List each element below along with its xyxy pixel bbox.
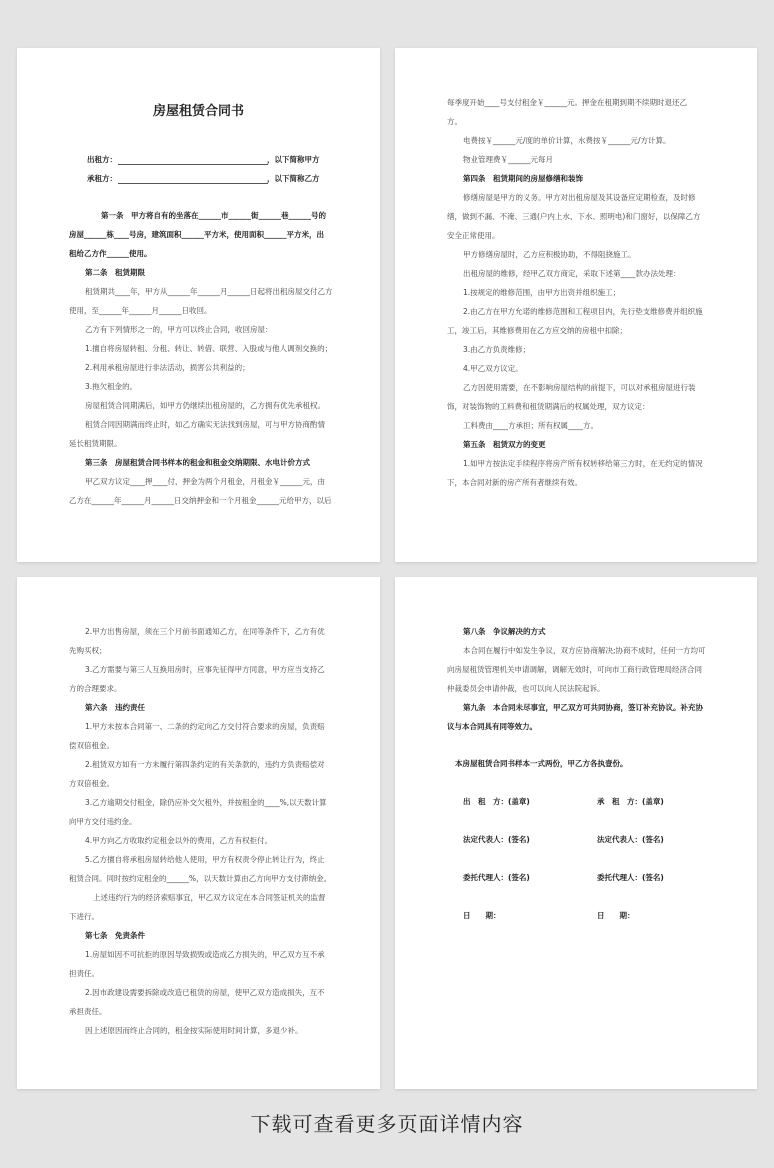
clause-line: 承担责任。 xyxy=(69,1007,107,1016)
clause-line: 3.乙方逾期交付租金，除仍应补交欠租外，并按租金的____%,以天数计算 xyxy=(85,798,327,807)
copies-note: 本房屋租赁合同书样本一式两份，甲乙方各执壹份。 xyxy=(455,759,628,768)
clause-line: 2.因市政建设需要拆除或改造已租赁的房屋，使甲乙双方造成损失，互不 xyxy=(85,988,325,997)
clause-line: 乙方因使用需要，在不影响房屋结构的前提下，可以对承租房屋进行装 xyxy=(463,383,696,392)
clause-line: 1.按规定的维修范围，由甲方出资并组织施工； xyxy=(463,288,621,297)
clause-line: 第一条 甲方将自有的坐落在______市______街______巷______号的 xyxy=(101,211,326,220)
clause-line: 4.甲方向乙方收取约定租金以外的费用，乙方有权拒付。 xyxy=(85,836,273,845)
clause-line: 下，本合同对新的房产所有者继续有效。 xyxy=(447,478,582,487)
signature-legal-rep-right: 法定代表人：(签名) xyxy=(597,835,664,844)
clause-line: 租赁合同。同时按约定租金的______%，以天数计算由乙方向甲方支付滞纳金。 xyxy=(69,874,332,883)
clause-line: 电费按￥______元/度的单价计算，水费按￥______元/方计算。 xyxy=(463,136,671,145)
clause-line: 5.乙方擅自将承租房屋转给他人使用，甲方有权责令停止转让行为，终止 xyxy=(85,855,325,864)
clause-line: 租赁期共____年，甲方从______年______月______日起将出租房屋交付乙方 xyxy=(85,287,333,296)
clause-line: 乙方在______年______月______日交纳押金和一个月租金______元给甲方，以后 xyxy=(69,496,332,505)
clause-line: 饰，对装饰物的工料费和租赁期满后的权属处理，双方议定： xyxy=(447,402,650,411)
clause-line: 修缮房屋是甲方的义务。甲方对出租房屋及其设备应定期检查，及时修 xyxy=(463,193,696,202)
clause-line: 下进行。 xyxy=(69,912,99,921)
clause-line: 2.利用承租房屋进行非法活动，损害公共利益的； xyxy=(85,363,250,372)
clause-line: 仲裁委员会申请仲裁，也可以向人民法院起诉。 xyxy=(447,684,605,693)
clause-line: 房屋______栋____号房，建筑面积______平方米，使用面积______平方米，出 xyxy=(69,230,324,239)
lessor-suffix: ，以下简称甲方 xyxy=(267,155,320,164)
clause-line: 使用，至______年______月______日收回。 xyxy=(69,306,212,315)
signature-lessee: 承 租 方：(盖章) xyxy=(597,797,664,806)
clause-line: 向甲方交付违约金。 xyxy=(69,817,137,826)
section-heading: 第四条 租赁期间的房屋修缮和装饰 xyxy=(463,174,583,183)
clause-line: 延长租赁期限。 xyxy=(69,439,122,448)
clause-line: 本合同在履行中如发生争议，双方应协商解决;协商不成时，任何一方均可 xyxy=(463,646,706,655)
clause-line: 因上述原因而终止合同的，租金按实际使用时间计算，多退少补。 xyxy=(85,1026,303,1035)
clause-line: 工，竣工后，其维修费用在乙方应交纳的房租中扣除； xyxy=(447,326,627,335)
signature-date-left: 日 期： xyxy=(463,911,501,920)
clause-line: 方。 xyxy=(447,117,462,126)
clause-line: 甲乙双方议定____押____付，押金为两个月租金，月租金￥______元，由 xyxy=(85,477,325,486)
section-heading: 第七条 免责条件 xyxy=(85,931,145,940)
clause-line: 甲方修缮房屋时，乙方应积极协助，不得阻挠施工。 xyxy=(463,250,636,259)
signature-agent-right: 委托代理人：(签名) xyxy=(597,873,664,882)
contract-page-3 xyxy=(17,577,380,1089)
clause-line: 安全正常使用。 xyxy=(447,231,500,240)
clause-line: 3.由乙方负责维修； xyxy=(463,345,531,354)
lessor-label: 出租方： xyxy=(87,155,117,164)
signature-legal-rep-left: 法定代表人：(签名) xyxy=(463,835,530,844)
clause-line: 3.乙方需要与第三人互换用房时，应事先征得甲方同意，甲方应当支持乙 xyxy=(85,665,325,674)
lessee-blank xyxy=(118,183,268,184)
clause-line: 方的合理要求。 xyxy=(69,684,122,693)
section-heading: 第八条 争议解决的方式 xyxy=(463,627,546,636)
contract-page-2 xyxy=(395,48,757,562)
signature-lessor: 出 租 方：(盖章) xyxy=(463,797,530,806)
clause-line: 担责任。 xyxy=(69,969,99,978)
clause-line: 物业管理费￥______元每月 xyxy=(463,155,553,164)
clause-line: 工料费由____方承担；所有权属____方。 xyxy=(463,421,598,430)
clause-line: 1.甲方未按本合同第一、二条的约定向乙方交付符合要求的房屋，负责赔 xyxy=(85,722,325,731)
contract-page-4 xyxy=(395,577,757,1089)
clause-line: 租赁合同因期满而终止时，如乙方确实无法找到房屋，可与甲方协商酌情 xyxy=(85,420,325,429)
clause-line: 方双倍租金。 xyxy=(69,779,114,788)
clause-line: 4.甲乙双方议定。 xyxy=(463,364,523,373)
clause-line: 出租房屋的维修，经甲乙双方商定，采取下述第____款办法处理： xyxy=(463,269,681,278)
section-heading: 第五条 租赁双方的变更 xyxy=(463,440,546,449)
download-more-caption: 下载可查看更多页面详情内容 xyxy=(250,1112,524,1136)
clause-line: 1.房屋如因不可抗拒的原因导致损毁或造成乙方损失的，甲乙双方互不承 xyxy=(85,950,325,959)
document-title: 房屋租赁合同书 xyxy=(152,104,244,119)
clause-line: 每季度开始____号支付租金￥______元。押金在租期到期不续期时退还乙 xyxy=(447,98,687,107)
clause-line: 1.如甲方按法定手续程序将房产所有权转移给第三方时，在无约定的情况 xyxy=(463,459,703,468)
clause-line: 2.租赁双方如有一方未履行第四条约定的有关条款的，违约方负责赔偿对 xyxy=(85,760,325,769)
clause-line: 1.擅自将房屋转租、分租、转让、转借、联营、入股或与他人调剂交换的； xyxy=(85,344,333,353)
signature-date-right: 日 期： xyxy=(597,911,635,920)
clause-line: 租给乙方作______使用。 xyxy=(69,249,152,258)
lessee-suffix: ，以下简称乙方 xyxy=(267,174,320,183)
clause-line: 3.拖欠租金的。 xyxy=(85,382,138,391)
clause-line: 向房屋租赁管理机关申请调解，调解无效时，可向市工商行政管理局经济合同 xyxy=(447,665,702,674)
section-heading: 第九条 本合同未尽事宜，甲乙双方可共同协商，签订补充协议。补充协 xyxy=(463,703,703,712)
lessor-blank xyxy=(118,164,268,165)
clause-line: 先购买权； xyxy=(69,646,107,655)
clause-line: 缮，做到不漏、不淹、三通(户内上水、下水、照明电)和门窗好，以保障乙方 xyxy=(447,212,701,221)
clause-line: 上述违约行为的经济索赔事宜，甲乙双方议定在本合同签证机关的监督 xyxy=(93,893,326,902)
signature-agent-left: 委托代理人：(签名) xyxy=(463,873,530,882)
section-heading: 第二条 租赁期限 xyxy=(85,268,145,277)
clause-line: 乙方有下列情形之一的，甲方可以终止合同，收回房屋： xyxy=(85,325,273,334)
section-heading: 第三条 房屋租赁合同书样本的租金和租金交纳期限、水电计价方式 xyxy=(85,458,310,467)
section-heading: 第六条 违约责任 xyxy=(85,703,145,712)
clause-line: 议与本合同具有同等效力。 xyxy=(447,722,537,731)
clause-line: 2.由乙方在甲方允诺的维修范围和工程项目内，先行垫支维修费并组织施 xyxy=(463,307,703,316)
contract-page-1 xyxy=(17,48,380,562)
clause-line: 偿双倍租金。 xyxy=(69,741,114,750)
clause-line: 2.甲方出售房屋，须在三个月前书面通知乙方，在同等条件下，乙方有优 xyxy=(85,627,325,636)
lessee-label: 承租方： xyxy=(87,174,117,183)
clause-line: 房屋租赁合同期满后，如甲方仍继续出租房屋的，乙方拥有优先承租权。 xyxy=(85,401,325,410)
